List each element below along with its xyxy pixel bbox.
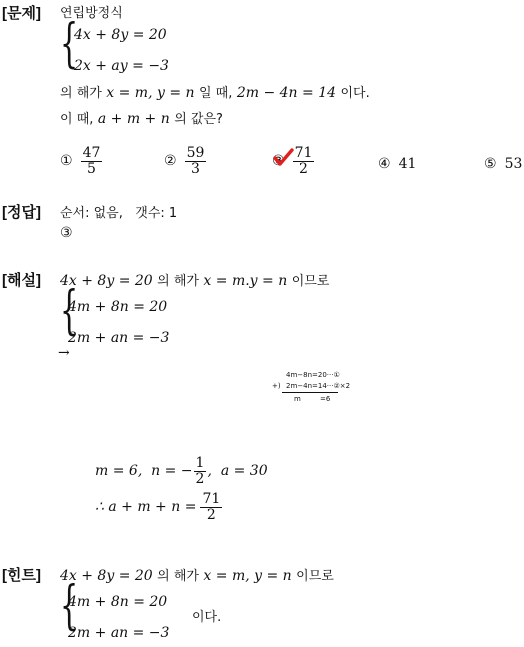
explanation-brace: {	[60, 281, 79, 341]
choice-fraction	[185, 146, 207, 176]
math: 4x + 8y = 20	[60, 568, 153, 584]
text: 의 해가	[60, 86, 102, 101]
choice-5[interactable]	[484, 156, 522, 172]
text: 의 해가	[157, 274, 199, 289]
numerator: 71	[294, 145, 313, 161]
numerator: 71	[202, 491, 221, 507]
choice-number: ⑤	[484, 156, 497, 172]
text: 의 해가	[157, 569, 199, 584]
choice-number: ③	[272, 153, 285, 170]
choice-2[interactable]	[164, 146, 206, 176]
denominator: 2	[195, 470, 205, 487]
answer-value: ③	[60, 225, 73, 241]
hint-line1	[60, 565, 334, 584]
explanation-final	[95, 492, 222, 522]
answer-label: [정답]	[2, 204, 41, 221]
hint-tail: 이다.	[192, 610, 222, 625]
math: m = 6, n = −	[95, 463, 193, 480]
hint-eq1: 4m + 8n = 20	[68, 594, 168, 610]
text: 이다.	[340, 86, 370, 101]
numerator: 1	[195, 455, 205, 471]
math: , a = 30	[207, 463, 268, 480]
choice-fraction	[293, 146, 315, 176]
small-op: +)	[272, 382, 281, 390]
math: x = m.y = n	[203, 273, 288, 289]
math: x = m, y = n	[106, 85, 195, 101]
math: x = m, y = n	[203, 568, 292, 584]
explanation-line1	[60, 270, 329, 289]
problem-title: 연립방정식	[60, 6, 123, 21]
small-rule	[282, 392, 338, 393]
explanation-arrow: →	[58, 345, 70, 361]
fraction	[200, 492, 222, 522]
explanation-label: [해설]	[2, 272, 41, 289]
checkmark-icon	[272, 147, 294, 169]
problem-line3	[60, 82, 370, 101]
text: 이므로	[296, 569, 334, 584]
choice-number: ④	[378, 156, 391, 172]
choice-fraction	[81, 146, 103, 176]
hint-label: [힌트]	[2, 567, 41, 584]
problem-eq2: 2x + ay = −3	[74, 58, 169, 74]
math: ∴ a + m + n =	[95, 499, 197, 516]
choice-number: ②	[164, 153, 177, 170]
fraction	[194, 456, 207, 486]
choice-number: ①	[60, 153, 73, 170]
small-eq2: 2m−4n=14···②×2	[286, 382, 351, 390]
problem-label: [문제]	[2, 5, 41, 22]
text: 의 값은?	[174, 112, 223, 127]
problem-brace: {	[60, 14, 79, 74]
hint-eq2: 2m + an = −3	[68, 625, 170, 641]
math: 4x + 8y = 20	[60, 273, 153, 289]
denominator: 2	[206, 506, 216, 523]
small-result-var: m	[294, 395, 301, 403]
choice-4[interactable]	[378, 156, 416, 172]
hint-brace: {	[60, 576, 79, 636]
explanation-result	[95, 456, 268, 486]
denominator: 2	[299, 160, 308, 177]
explanation-eq2: 2m + an = −3	[68, 330, 170, 346]
denominator: 3	[191, 160, 200, 177]
math: a + m + n	[97, 111, 170, 127]
small-eq1: 4m−8n=20···①	[286, 371, 340, 379]
numerator: 47	[82, 145, 101, 161]
small-result-val: =6	[320, 395, 331, 403]
choice-value: 53	[504, 156, 523, 172]
math: 2m − 4n = 14	[236, 85, 337, 101]
numerator: 59	[186, 145, 205, 161]
text: 이 때,	[60, 112, 94, 127]
choice-1[interactable]	[60, 146, 102, 176]
answer-text: 순서: 없음, 갯수: 1	[60, 206, 178, 221]
problem-eq1: 4x + 8y = 20	[74, 27, 167, 43]
problem-line4	[60, 108, 223, 127]
explanation-eq1: 4m + 8n = 20	[68, 299, 168, 315]
denominator: 5	[87, 160, 96, 177]
choice-value: 41	[398, 156, 417, 172]
text: 일 때,	[198, 86, 233, 101]
text: 이므로	[291, 274, 330, 289]
